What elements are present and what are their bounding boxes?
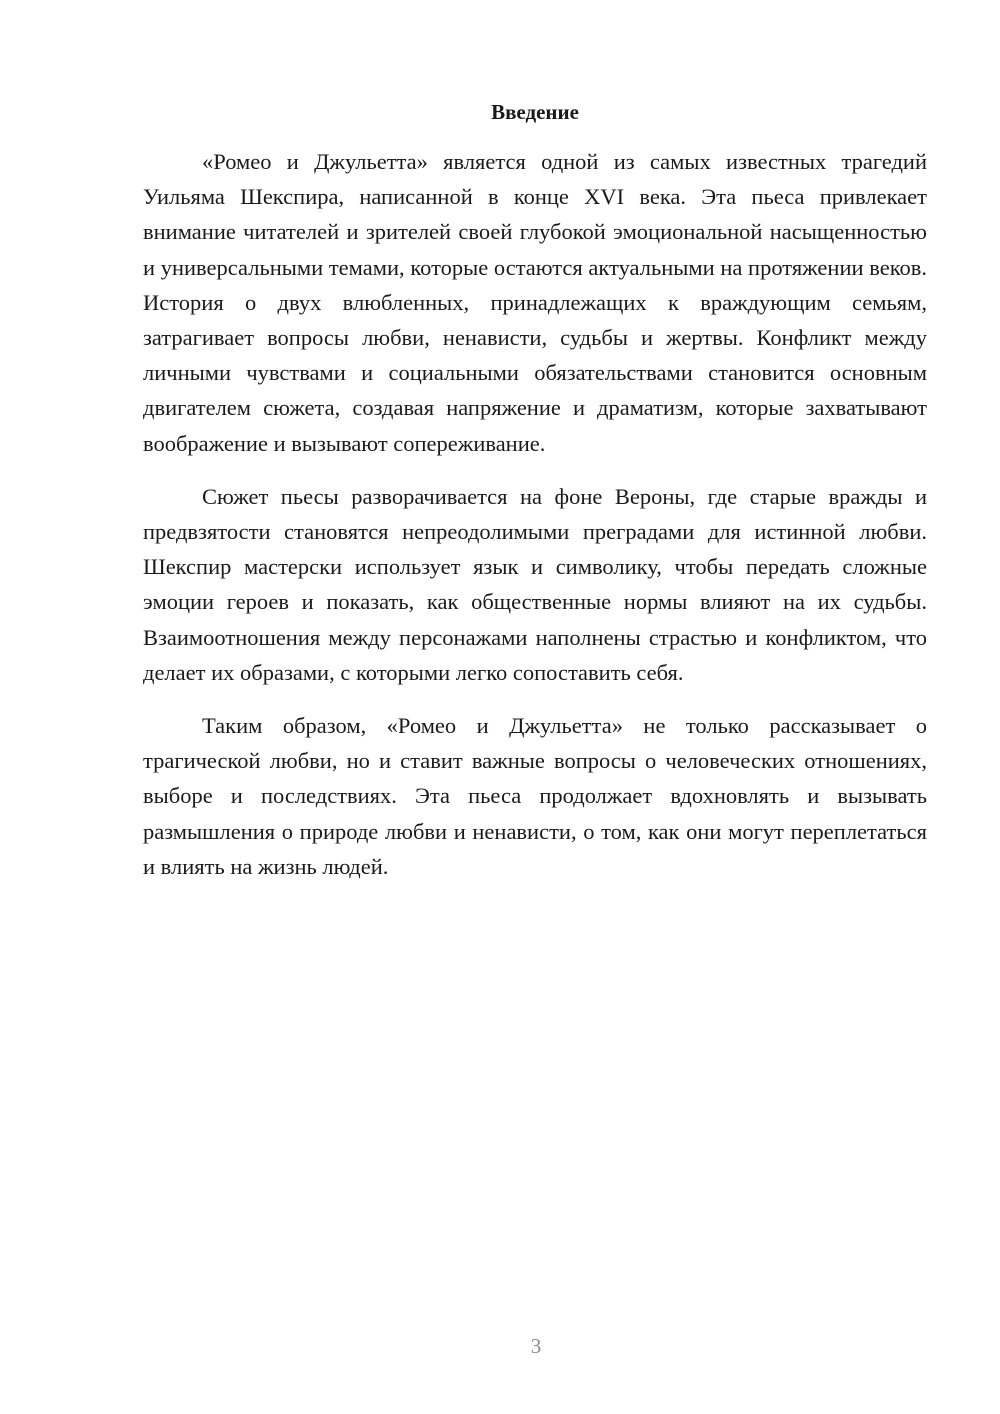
- paragraph: Таким образом, «Ромео и Джульетта» не только рассказывает о трагической любви, но и ставит важные вопросы о человеческих отношениях, выборе и последствиях. Эта пьеса продолжает вдохновлять и вызывать размышления о природе любви и ненависти, о том, как они могут переплетаться и влиять на жизнь людей.: [143, 713, 927, 879]
- page-content: [143, 98, 927, 902]
- paragraph: «Ромео и Джульетта» является одной из самых известных трагедий Уильяма Шекспира, написанной в конце XVI века. Эта пьеса привлекает внимание читателей и зрителей своей глубокой эмоциональной насыщенностью и универсальными темами, которые остаются актуальными на протяжении веков. История о двух влюбленных, принадлежащих к враждующим семьям, затрагивает вопросы любви, ненависти, судьбы и жертвы. Конфликт между личными чувствами и социальными обязательствами становится основным двигателем сюжета, создавая напряжение и драматизм, которые захватывают воображение и вызывают сопереживание.: [143, 149, 927, 456]
- paragraph: Сюжет пьесы разворачивается на фоне Вероны, где старые вражды и предвзятости становятся непреодолимыми преградами для истинной любви. Шекспир мастерски использует язык и символику, чтобы передать сложные эмоции героев и показать, как общественные нормы влияют на их судьбы. Взаимоотношения между персонажами наполнены страстью и конфликтом, что делает их образами, с которыми легко сопоставить себя.: [143, 483, 927, 685]
- page-number: 3: [530, 1334, 542, 1358]
- section-heading: Введение: [491, 100, 579, 124]
